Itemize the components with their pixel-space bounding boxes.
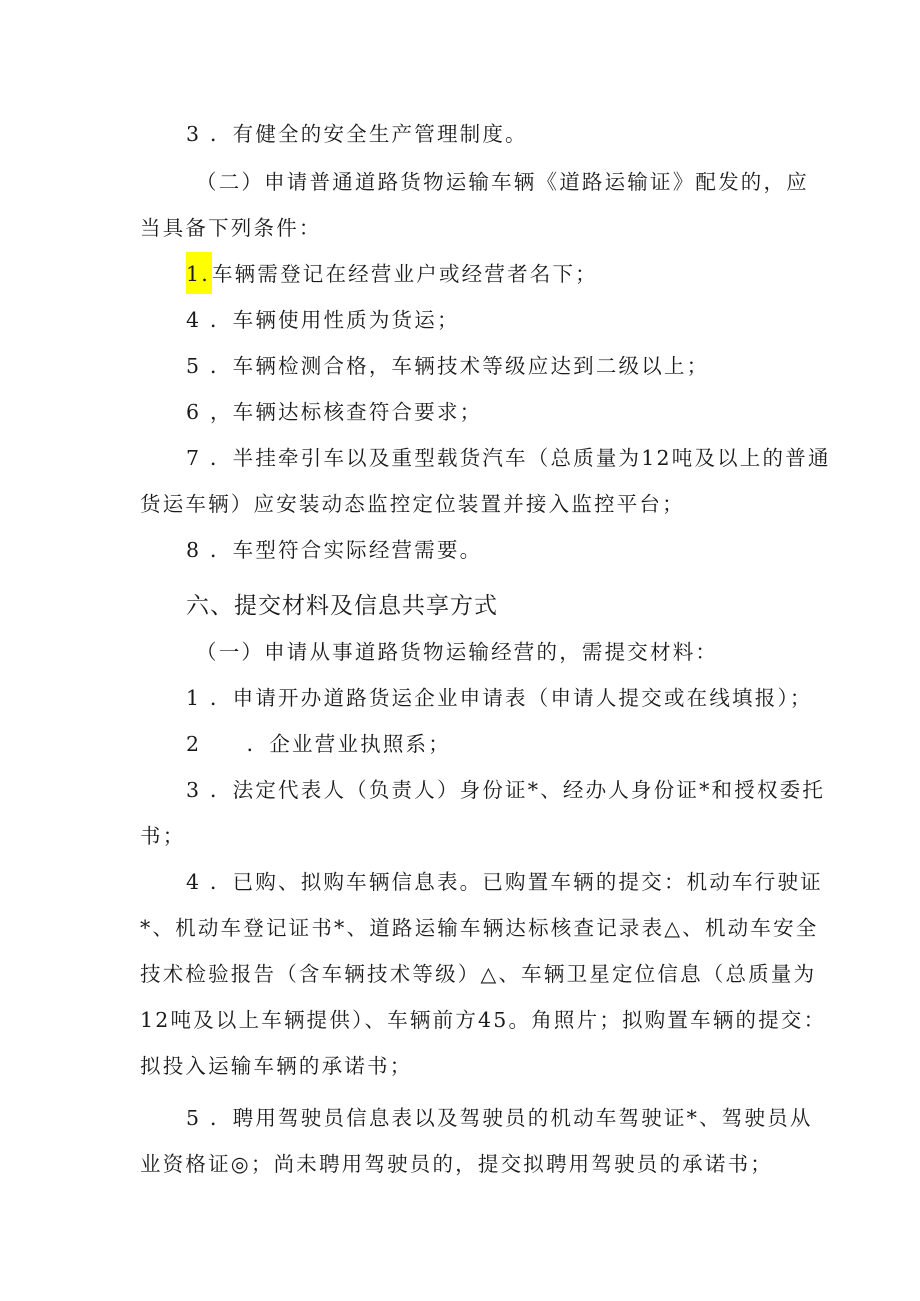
text-line: （一）申请从事道路货物运输经营的，需提交材料：: [196, 640, 719, 664]
text-line: 当具备下列条件：: [140, 216, 322, 240]
text-line-content: 车辆需登记在经营业户或经营者名下；: [211, 262, 598, 286]
text-line: 3 ．法定代表人（负责人）身份证*、经办人身份证*和授权委托: [186, 778, 826, 802]
text-line: 业资格证◎；尚未聘用驾驶员的，提交拟聘用驾驶员的承诺书；: [140, 1152, 773, 1176]
text-line: 8 ．车型符合实际经营需要。: [186, 538, 483, 562]
section-heading: 六、提交材料及信息共享方式: [186, 593, 498, 619]
text-line: 技术检验报告（含车辆技术等级）△、车辆卫星定位信息（总质量为: [140, 962, 817, 986]
text-line: 拟投入运输车辆的承诺书；: [140, 1054, 413, 1078]
text-line: 1 ．申请开办道路货运企业申请表（申请人提交或在线填报）；: [186, 686, 813, 710]
text-line: 5 ．车辆检测合格，车辆技术等级应达到二级以上；: [186, 354, 710, 378]
text-line: （二）申请普通道路货物运输车辆《道路运输证》配发的，应: [196, 170, 809, 194]
text-line: 6 ，车辆达标核查符合要求；: [186, 400, 483, 424]
highlighted-number: 1.: [186, 252, 212, 294]
text-line: 4 ．车辆使用性质为货运；: [186, 308, 460, 332]
text-line: *、机动车登记证书*、道路运输车辆达标核查记录表△、机动车安全: [140, 916, 819, 940]
text-line: 书；: [140, 824, 186, 848]
text-line: [186, 260, 598, 288]
text-line: 7 ．半挂牵引车以及重型载货汽车（总质量为12吨及以上的普通: [186, 446, 831, 470]
text-line: 4 ．已购、拟购车辆信息表。已购置车辆的提交：机动车行驶证: [186, 870, 823, 894]
text-line: 12吨及以上车辆提供）、车辆前方45。角照片；拟购置车辆的提交：: [140, 1008, 827, 1032]
text-line: 3 ．有健全的安全生产管理制度。: [186, 122, 528, 146]
text-line: 2 ．企业营业执照系；: [186, 732, 451, 756]
text-line: 货运车辆）应安装动态监控定位装置并接入监控平台；: [140, 492, 685, 516]
text-line: 5 ．聘用驾驶员信息表以及驾驶员的机动车驾驶证*、驾驶员从: [186, 1106, 813, 1130]
